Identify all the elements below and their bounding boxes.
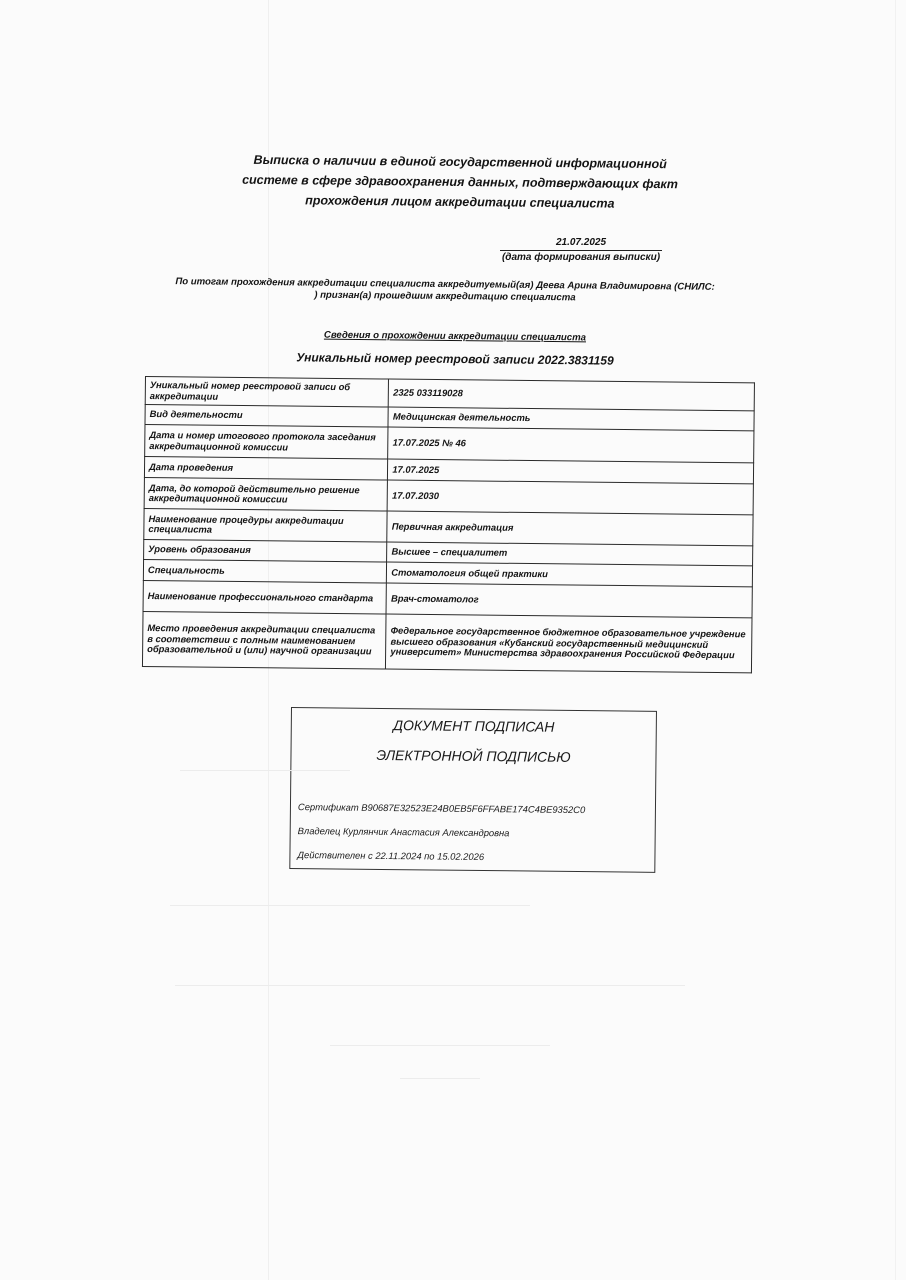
bleed-through-artifact [170,905,530,906]
title-line: Выписка о наличии в единой государственной информационной [253,152,667,172]
row-value: Федеральное государственное бюджетное образовательное учреждение высшего образования «Кубанский государственный медицинский университет» Министерства здравоохранения Российской Федерации [386,614,752,673]
row-value: Высшее – специалитет [387,542,753,566]
title-line: системе в сфере здравоохранения данных, подтверждающих факт [242,172,678,192]
title-line: прохождения лицом аккредитации специалиста [305,193,615,211]
row-label: Уникальный номер реестровой записи об аккредитации [145,377,389,408]
row-label: Уровень образования [144,539,388,562]
intro-line: ) признан(а) прошедшим аккредитацию специалиста [314,289,576,304]
signature-subtitle: ЭЛЕКТРОННОЙ ПОДПИСЬЮ [376,746,571,765]
row-label: Дата проведения [144,457,388,481]
intro-line: По итогам прохождения аккредитации специалиста аккредитуемый(ая) Деева Арина Владимировна (СНИЛС: [175,276,715,293]
row-label: Дата, до которой действительно решение аккредитационной комиссии [144,477,388,511]
row-value: Врач-стоматолог [386,583,752,618]
bleed-through-artifact [180,770,350,771]
issue-date: 21.07.2025 [500,236,662,251]
row-value: 17.07.2025 № 46 [388,427,754,463]
row-label: Дата и номер итогового протокола заседания аккредитационной комиссии [145,425,389,460]
row-label: Вид деятельности [145,405,389,428]
bleed-through-artifact [400,1078,480,1079]
signature-certificate: Сертификат B90687E32523E24B0EB5F6FFABE174C4BE9352C0 [297,801,586,816]
scan-artifact-line [895,0,896,1280]
row-value: 17.07.2030 [387,480,753,515]
row-value: Стоматология общей практики [387,562,753,587]
row-label: Наименование профессионального стандарта [143,580,387,614]
bleed-through-artifact [175,985,685,986]
section-heading: Сведения о прохождении аккредитации специалиста [323,329,587,344]
electronic-signature-stamp [289,707,657,873]
row-label: Наименование процедуры аккредитации специалиста [144,508,388,542]
row-value: Медицинская деятельность [388,407,754,431]
bleed-through-artifact [330,1045,550,1046]
row-value: Первичная аккредитация [387,511,753,546]
row-value: 17.07.2025 [388,459,754,484]
row-value: 2325 033119028 [389,379,755,411]
document-title [210,149,711,214]
row-label: Место проведения аккредитации специалиста в соответствии с полным наименованием образовательной и (или) научной организации [142,611,386,669]
table-row [142,611,752,672]
intro-paragraph [150,276,740,306]
issue-date-caption: (дата формирования выписки) [501,252,661,263]
signature-title: ДОКУМЕНТ ПОДПИСАН [393,717,555,735]
signature-owner: Владелец Курлянчик Анастасия Александровна [297,825,510,839]
issue-date-block [500,236,662,264]
accreditation-table [142,376,755,673]
row-label: Специальность [143,559,387,583]
registry-heading: Уникальный номер реестровой записи 2022.3831159 [296,350,614,368]
signature-validity: Действителен с 22.11.2024 по 15.02.2026 [297,849,485,863]
